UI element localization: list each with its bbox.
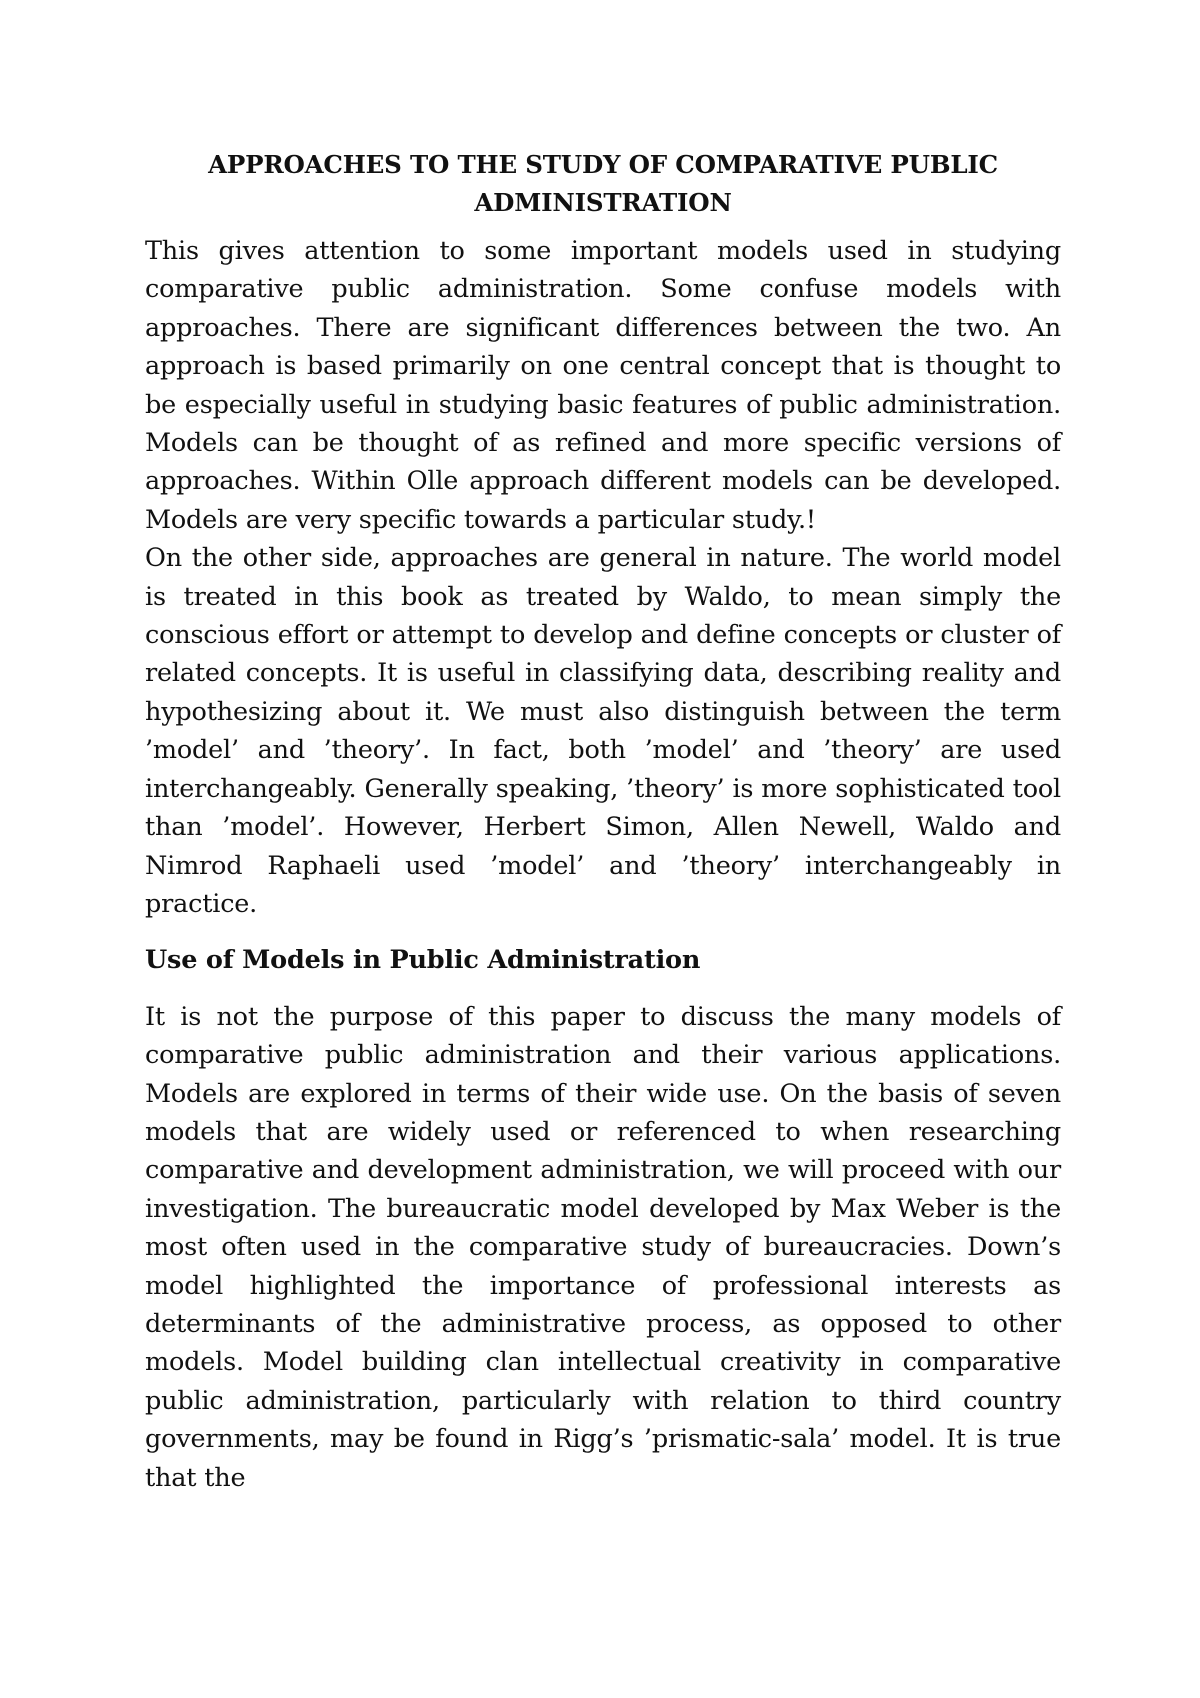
intro-paragraph-2: On the other side, approaches are general in nature. The world model is treated in this book as treated by Waldo, to mean simply the conscious effort or attempt to develop and define concepts or cluster of related concepts. It is useful in classifying data, describing reality and hypothesizing about it. We must also distinguish between the term ’model’ and ’theory’. In fact, both ’model’ and ’theory’ are used interchangeably. Generally speaking, ’theory’ is more sophisticated tool than ’model’. However, Herbert Simon, Allen Newell, Waldo and Nimrod Raphaeli used ’model’ and ’theory’ interchangeably in practice. — [145, 543, 1061, 919]
document-body — [145, 146, 1061, 1497]
section-heading: Use of Models in Public Administration — [145, 945, 701, 976]
intro-paragraph-1: This gives attention to some important models used in studying comparative public administration. Some confuse models with approaches. There are significant differences between the two. An approach is based primarily on one central concept that is thought to be especially useful in studying basic features of public administration. Models can be thought of as refined and more specific versions of approaches. Within Olle approach different models can be developed. Models are very specific towards a particular study.! — [145, 236, 1061, 535]
page-title: APPROACHES TO THE STUDY OF COMPARATIVE PUBLIC ADMINISTRATION — [208, 150, 998, 217]
section-paragraph: It is not the purpose of this paper to discuss the many models of comparative public administration and their various applications. Models are explored in terms of their wide use. On the basis of seven models that are widely used or referenced to when researching comparative and development administration, we will proceed with our investigation. The bureaucratic model developed by Max Weber is the most often used in the comparative study of bureaucracies. Down’s model highlighted the importance of professional interests as determinants of the administrative process, as opposed to other models. Model building clan intellectual creativity in comparative public administration, particularly with relation to third country governments, may be found in Rigg’s ’prismatic-sala’ model. It is true that the — [145, 1001, 1061, 1493]
